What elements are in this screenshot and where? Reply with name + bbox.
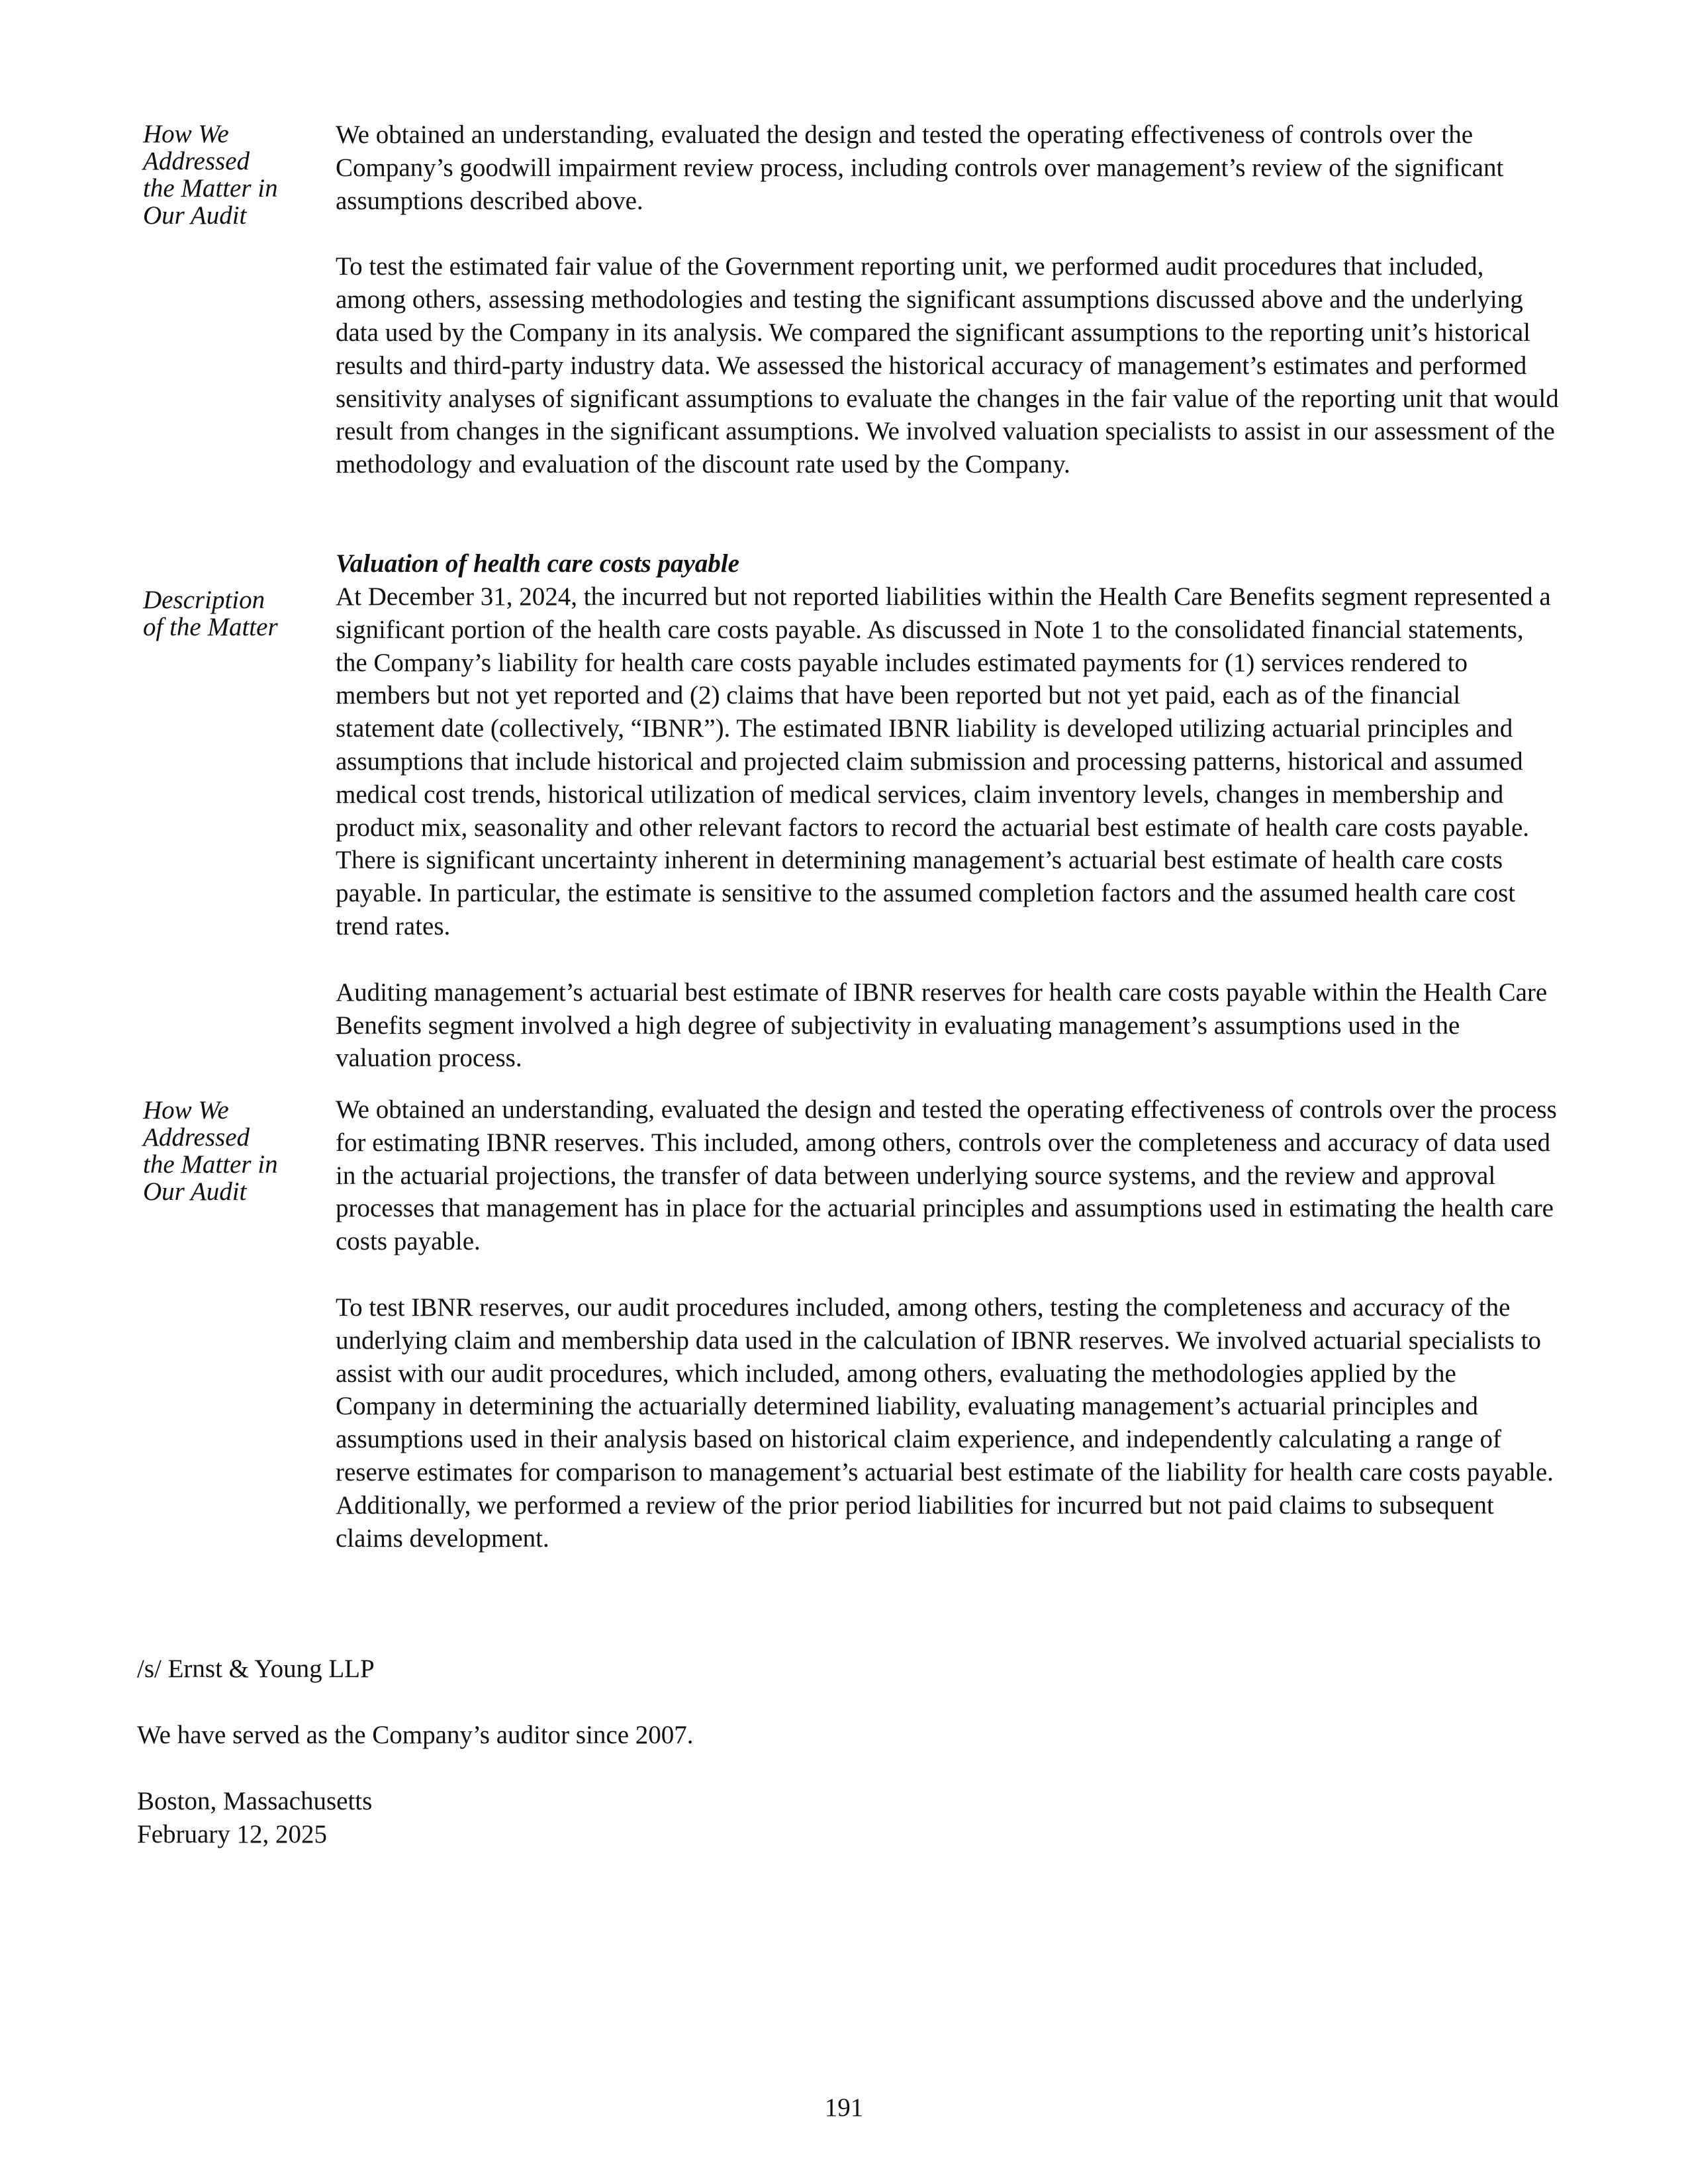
goodwill-audit-response xyxy=(336,118,1560,481)
auditor-since-statement: We have served as the Company’s auditor since 2007. xyxy=(137,1721,694,1749)
ibnr-controls-paragraph: We obtained an understanding, evaluated the design and tested the operating effectiveness of controls over the process for estimating IBNR reserves. This included, among others, controls over the completeness and accuracy of data used in the actuarial projections, the transfer of data between underlying source systems, and the review and approval processes that management has in place for the actuarial principles and assumptions used in estimating the health care costs payable. xyxy=(336,1095,1557,1256)
ibnr-testing-paragraph: To test IBNR reserves, our audit procedures included, among others, testing the completeness and accuracy of the underlying claim and membership data used in the calculation of IBNR reserves. We involved actuarial specialists to assist with our audit procedures, which included, among others, evaluating the methodologies applied by the Company in determining the actuarially determined liability, evaluating management’s actuarial principles and assumptions used in their analysis based on historical claim experience, and independently calculating a range of reserve estimates for comparison to management’s actuarial best estimate of the liability for health care costs payable. Additionally, we performed a review of the prior period liabilities for incurred but not paid claims to subsequent claims development. xyxy=(336,1293,1554,1553)
section-heading-health-care-costs: Valuation of health care costs payable xyxy=(336,549,739,578)
description-of-matter-label: Description of the Matter xyxy=(143,586,278,641)
page-number: 191 xyxy=(824,2093,864,2122)
auditor-signature: /s/ Ernst & Young LLP xyxy=(137,1655,375,1683)
how-we-addressed-label: How We Addressed the Matter in Our Audit xyxy=(143,120,278,230)
goodwill-controls-paragraph: We obtained an understanding, evaluated the design and tested the operating effectiveness of controls over the Company’s goodwill impairment review process, including controls over management’s review of the significant assumptions described above. xyxy=(336,120,1504,215)
goodwill-fair-value-paragraph: To test the estimated fair value of the Government reporting unit, we performed audit procedures that included, among others, assessing methodologies and testing the significant assumptions discussed above and the underlying data used by the Company in its analysis. We compared the significant assumptions to the reporting unit’s historical results and third-party industry data. We assessed the historical accuracy of management’s estimates and performed sensitivity analyses of significant assumptions to evaluate the changes in the fair value of the reporting unit that would result from changes in the significant assumptions. We involved valuation specialists to assist in our assessment of the methodology and evaluation of the discount rate used by the Company. xyxy=(336,252,1559,479)
how-we-addressed-label-2: How We Addressed the Matter in Our Audit xyxy=(143,1096,278,1206)
auditor-city: Boston, Massachusetts xyxy=(137,1787,373,1815)
ibnr-audit-response xyxy=(336,1093,1560,1555)
ibnr-description xyxy=(336,580,1560,1075)
ibnr-description-paragraph: At December 31, 2024, the incurred but not reported liabilities within the Health Care Benefits segment represented a significant portion of the health care costs payable. As discussed in Note 1 to the consolidated financial statements, the Company’s liability for health care costs payable includes estimated payments for (1) services rendered to members but not yet reported and (2) claims that have been reported but not yet paid, each as of the financial statement date (collectively, “IBNR”). The estimated IBNR liability is developed utilizing actuarial principles and assumptions that include historical and projected claim submission and processing patterns, historical and assumed medical cost trends, historical utilization of medical services, claim inventory levels, changes in membership and product mix, seasonality and other relevant factors to record the actuarial best estimate of health care costs payable. There is significant uncertainty inherent in determining management’s actuarial best estimate of health care costs payable. In particular, the estimate is sensitive to the assumed completion factors and the assumed health care cost trend rates. xyxy=(336,582,1551,940)
ibnr-subjectivity-paragraph: Auditing management’s actuarial best estimate of IBNR reserves for health care costs payable within the Health Care Benefits segment involved a high degree of subjectivity in evaluating management’s assumptions used in the valuation process. xyxy=(336,978,1548,1073)
report-date: February 12, 2025 xyxy=(137,1820,328,1848)
